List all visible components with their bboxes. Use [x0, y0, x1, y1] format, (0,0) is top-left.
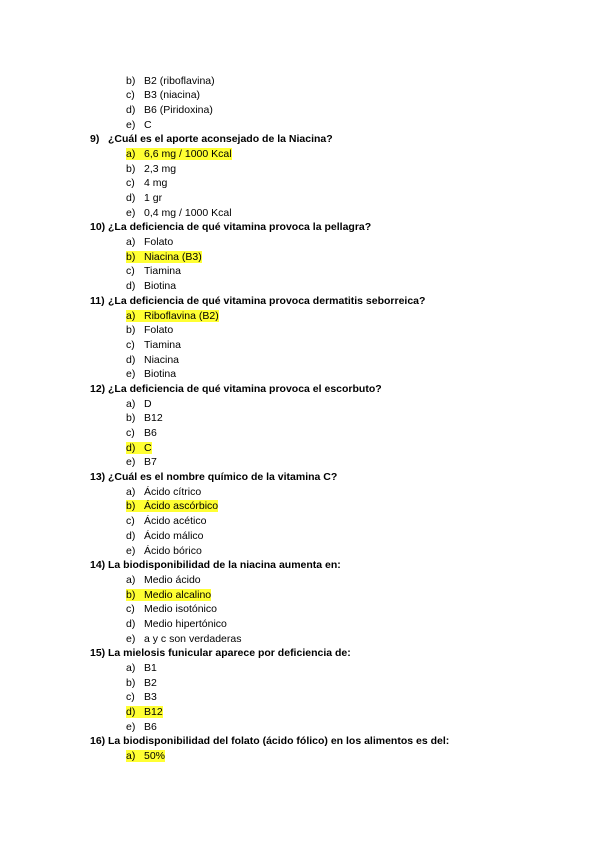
answer-option: [0, 455, 600, 470]
question-number: 12): [90, 382, 106, 395]
option-content: [126, 339, 181, 351]
option-text: B3 (niacina): [144, 89, 201, 102]
option-letter: e): [126, 118, 136, 131]
answer-option: [0, 602, 600, 617]
answer-option: [0, 397, 600, 412]
option-content: [126, 677, 157, 689]
option-content: [126, 192, 162, 204]
answer-option: [0, 632, 600, 647]
option-content: [126, 104, 213, 116]
option-letter: c): [126, 515, 135, 528]
answer-option-highlighted: [0, 588, 600, 603]
option-text: B6: [144, 720, 157, 733]
option-text: Ácido ascórbico: [144, 500, 219, 513]
option-content: [126, 486, 201, 498]
question-number: 9): [90, 133, 100, 146]
question-text: ¿La deficiencia de qué vitamina provoca dermatitis seborreica?: [108, 294, 426, 307]
option-content: [126, 412, 163, 424]
option-letter: d): [126, 441, 136, 454]
option-content: [126, 310, 219, 322]
answer-option: [0, 676, 600, 691]
option-text: B7: [144, 456, 157, 469]
option-content: [126, 574, 201, 586]
option-content: [126, 368, 176, 380]
option-letter: b): [126, 74, 136, 87]
answer-option: [0, 279, 600, 294]
option-text: 6,6 mg / 1000 Kcal: [144, 147, 232, 160]
option-content: [126, 89, 200, 101]
option-text: B2: [144, 676, 157, 689]
option-letter: e): [126, 456, 136, 469]
option-text: C: [144, 441, 152, 454]
option-content: [126, 456, 157, 468]
option-text: 50%: [144, 750, 166, 763]
option-content: [126, 589, 211, 601]
question-heading: [0, 734, 600, 749]
option-content: [126, 515, 206, 527]
answer-option: [0, 191, 600, 206]
option-letter: c): [126, 177, 135, 190]
option-text: Ácido bórico: [144, 544, 202, 557]
option-content: [126, 324, 173, 336]
option-text: B3: [144, 691, 157, 704]
question-heading: [0, 646, 600, 661]
option-content: [126, 530, 204, 542]
option-text: Folato: [144, 236, 174, 249]
answer-option-highlighted: [0, 499, 600, 514]
option-text: B6 (Piridoxina): [144, 103, 213, 116]
answer-option-highlighted: [0, 749, 600, 764]
option-text: Niacina: [144, 353, 180, 366]
answer-option-highlighted: [0, 441, 600, 456]
option-content: [126, 427, 157, 439]
answer-option: [0, 206, 600, 221]
answer-option-highlighted: [0, 309, 600, 324]
option-text: Ácido málico: [144, 529, 204, 542]
question-number: 13): [90, 471, 106, 484]
question-number: 10): [90, 221, 106, 234]
question-heading: [0, 470, 600, 485]
option-letter: e): [126, 206, 136, 219]
answer-option: [0, 617, 600, 632]
answer-option: [0, 162, 600, 177]
option-text: Niacina (B3): [144, 250, 202, 263]
answer-option: [0, 118, 600, 133]
option-letter: a): [126, 147, 136, 160]
option-content: [126, 662, 157, 674]
option-text: Medio isotónico: [144, 603, 217, 616]
option-text: Tiamina: [144, 265, 181, 278]
option-letter: e): [126, 544, 136, 557]
option-letter: c): [126, 338, 135, 351]
option-letter: a): [126, 397, 136, 410]
option-content: [126, 163, 176, 175]
option-letter: a): [126, 485, 136, 498]
option-content: [126, 207, 232, 219]
question-heading: [0, 220, 600, 235]
answer-option: [0, 514, 600, 529]
option-letter: d): [126, 192, 136, 204]
option-letter: b): [126, 588, 136, 601]
option-letter: a): [126, 750, 136, 763]
option-letter: b): [126, 676, 136, 689]
option-content: [126, 148, 232, 160]
option-letter: c): [126, 603, 135, 616]
option-text: a y c son verdaderas: [144, 632, 242, 645]
option-content: [126, 750, 165, 762]
option-text: B12: [144, 412, 163, 425]
option-content: [126, 354, 179, 366]
answer-option-highlighted: [0, 705, 600, 720]
option-content: [126, 603, 217, 615]
option-content: [126, 691, 157, 703]
question-heading: [0, 132, 600, 147]
answer-option: [0, 426, 600, 441]
option-content: [126, 75, 215, 87]
option-letter: d): [126, 353, 136, 366]
option-letter: e): [126, 720, 136, 733]
option-content: [126, 545, 202, 557]
option-letter: a): [126, 236, 136, 249]
answer-option: [0, 338, 600, 353]
option-letter: a): [126, 662, 136, 674]
option-text: Folato: [144, 324, 174, 337]
option-content: [126, 119, 152, 131]
option-content: [126, 265, 181, 277]
option-letter: b): [126, 162, 136, 175]
option-letter: c): [126, 691, 135, 704]
option-content: [126, 251, 202, 263]
option-content: [126, 721, 157, 733]
question-heading: [0, 294, 600, 309]
answer-option: [0, 544, 600, 559]
document-page: [0, 74, 600, 764]
answer-option: [0, 176, 600, 191]
option-text: B1: [144, 662, 157, 674]
question-text: ¿La deficiencia de qué vitamina provoca la pellagra?: [108, 221, 372, 234]
option-content: [126, 177, 167, 189]
option-letter: a): [126, 309, 136, 322]
question-heading: [0, 382, 600, 397]
answer-option: [0, 485, 600, 500]
option-text: 1 gr: [144, 192, 163, 204]
answer-option: [0, 235, 600, 250]
answer-option-highlighted: [0, 250, 600, 265]
option-letter: c): [126, 89, 135, 102]
option-letter: c): [126, 265, 135, 278]
option-text: Medio ácido: [144, 573, 201, 586]
answer-option: [0, 88, 600, 103]
answer-option: [0, 573, 600, 588]
option-letter: e): [126, 368, 136, 381]
answer-option: [0, 264, 600, 279]
question-text: ¿Cuál es el nombre químico de la vitamina C?: [108, 471, 338, 484]
question-number: 11): [90, 294, 105, 307]
option-letter: c): [126, 427, 135, 439]
question-number: 14): [90, 559, 106, 572]
option-content: [126, 398, 152, 410]
option-letter: d): [126, 617, 136, 630]
option-text: B2 (riboflavina): [144, 74, 215, 87]
option-letter: d): [126, 103, 136, 116]
question-text: La biodisponibilidad de la niacina aumenta en:: [108, 559, 341, 572]
option-text: 0,4 mg / 1000 Kcal: [144, 206, 232, 219]
option-text: B6: [144, 427, 157, 439]
option-text: Medio alcalino: [144, 588, 212, 601]
answer-option: [0, 529, 600, 544]
option-content: [126, 236, 173, 248]
option-text: B12: [144, 706, 163, 719]
option-text: C: [144, 118, 152, 131]
answer-option: [0, 661, 600, 676]
answer-option: [0, 353, 600, 368]
question-text: La mielosis funicular aparece por deficiencia de:: [108, 647, 351, 660]
option-letter: d): [126, 280, 136, 293]
answer-option: [0, 690, 600, 705]
option-text: Biotina: [144, 280, 177, 293]
question-heading: [0, 558, 600, 573]
option-text: D: [144, 397, 152, 410]
question-text: La biodisponibilidad del folato (ácido fólico) en los alimentos es del:: [108, 735, 450, 748]
answer-option: [0, 74, 600, 89]
option-letter: b): [126, 412, 136, 425]
option-text: 2,3 mg: [144, 162, 177, 175]
option-letter: d): [126, 529, 136, 542]
question-text: ¿La deficiencia de qué vitamina provoca el escorbuto?: [108, 382, 382, 395]
option-letter: b): [126, 500, 136, 513]
option-letter: e): [126, 632, 136, 645]
answer-option: [0, 323, 600, 338]
option-letter: a): [126, 573, 136, 586]
option-content: [126, 633, 241, 645]
question-number: 16): [90, 735, 106, 748]
option-text: Biotina: [144, 368, 177, 381]
option-content: [126, 280, 176, 292]
answer-option-highlighted: [0, 147, 600, 162]
option-content: [126, 706, 163, 718]
option-text: Ácido cítrico: [144, 485, 202, 498]
option-letter: b): [126, 324, 136, 337]
answer-option: [0, 103, 600, 118]
option-letter: b): [126, 250, 136, 263]
option-content: [126, 500, 218, 512]
option-text: Riboflavina (B2): [144, 309, 219, 322]
answer-option: [0, 411, 600, 426]
option-text: Medio hipertónico: [144, 617, 227, 630]
option-letter: d): [126, 706, 136, 719]
answer-option: [0, 367, 600, 382]
option-text: 4 mg: [144, 177, 168, 190]
option-text: Tiamina: [144, 338, 181, 351]
answer-option: [0, 720, 600, 735]
question-text: ¿Cuál es el aporte aconsejado de la Niacina?: [108, 133, 333, 146]
question-number: 15): [90, 647, 106, 660]
option-content: [126, 618, 227, 630]
option-text: Ácido acético: [144, 515, 207, 528]
option-content: [126, 442, 152, 454]
